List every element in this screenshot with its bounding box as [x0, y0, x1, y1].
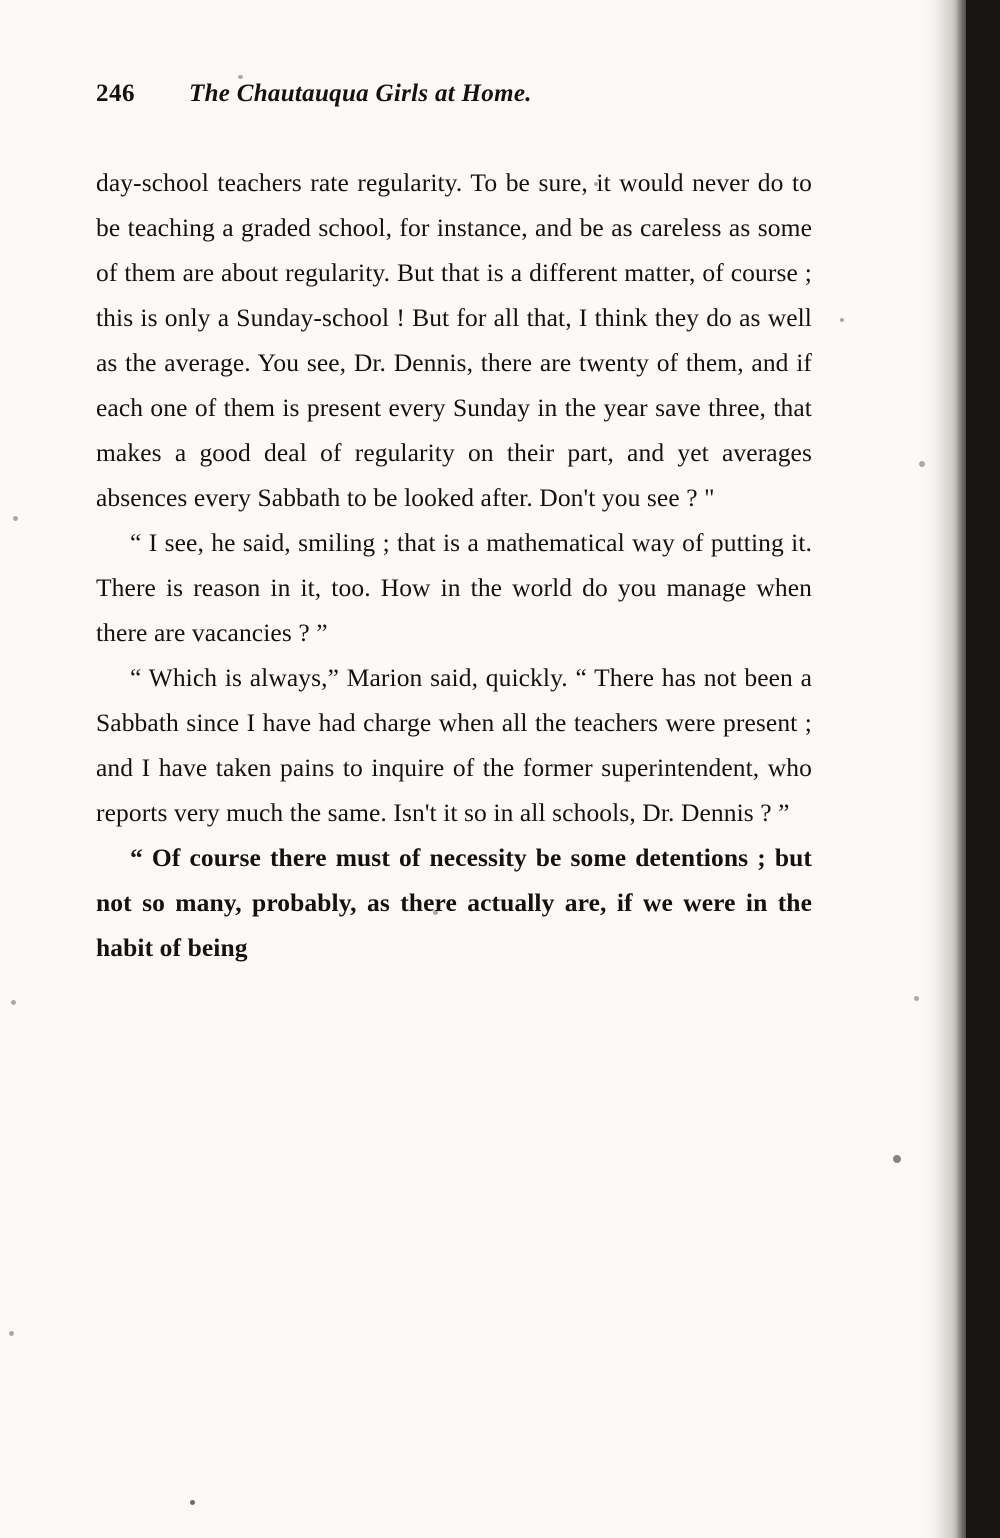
- scan-speck: [11, 1000, 16, 1005]
- scan-speck: [893, 1155, 901, 1163]
- running-title: The Chautauqua Girls at Home.: [189, 80, 532, 107]
- paragraph: “ I see, he said, smiling ; that is a mathematical way of putting it. There is reason in it, too. How in the world do you manage when there are vacancies ? ”: [96, 528, 812, 647]
- paragraph: “ Which is always,” Marion said, quickly. “ There has not been a Sabbath since I have had charge when all the teachers were present ; and I have taken pains to inquire of the former superintendent, who reports very much the same. Isn't it so in all schools, Dr. Dennis ? ”: [96, 663, 812, 827]
- page-number: 246: [96, 80, 135, 107]
- page-content: [96, 80, 812, 970]
- scan-speck: [9, 1331, 14, 1336]
- running-head: [96, 80, 812, 108]
- scan-speck: [840, 318, 844, 322]
- scan-speck: [190, 1500, 195, 1505]
- paragraph: “ Of course there must of necessity be some detentions ; but not so many, probably, as there actually are, if we were in the habit of being: [96, 843, 812, 962]
- binding-edge: [966, 0, 1000, 1538]
- scan-speck: [13, 516, 18, 521]
- paragraph: day-school teachers rate regularity. To be sure, it would never do to be teaching a graded school, for instance, and be as careless as some of them are about regularity. But that is a different matter, of course ; this is only a Sunday-school ! But for all that, I think they do as well as the average. You see, Dr. Dennis, there are twenty of them, and if each one of them is present every Sunday in the year save three, that makes a good deal of regularity on their part, and yet averages absences every Sabbath to be looked after. Don't you see ? ": [96, 168, 812, 512]
- scan-speck: [914, 996, 919, 1001]
- scan-speck: [238, 75, 243, 79]
